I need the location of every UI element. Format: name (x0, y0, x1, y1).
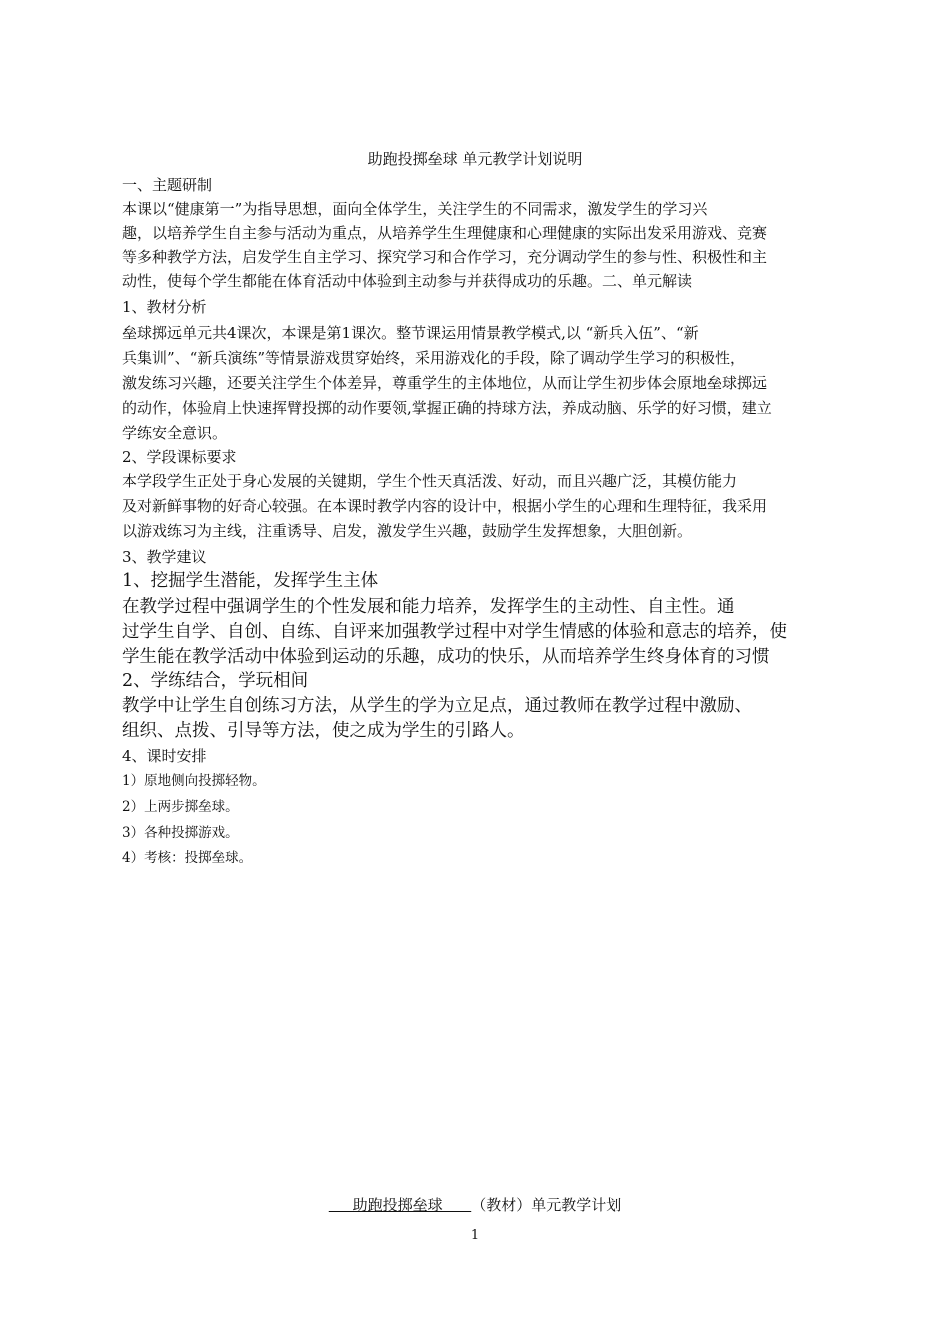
list-item: 4）考核：投掷垒球。 (122, 850, 253, 866)
paragraph-line: 及对新鲜事物的好奇心较强。在本课时教学内容的设计中，根据小学生的心理和生理特征，我采用 (122, 497, 768, 515)
heading-subsection-3: 3、教学建议 (122, 548, 207, 566)
paragraph-line: 学生能在教学活动中体验到运动的乐趣，成功的快乐，从而培养学生终身体育的习惯 (122, 647, 770, 667)
suggestion-heading-2: 2、学练结合，学玩相间 (122, 671, 309, 691)
paragraph-line: 本课以“健康第一”为指导思想，面向全体学生，关注学生的不同需求，激发学生的学习兴 (122, 200, 708, 218)
heading-subsection-2: 2、学段课标要求 (122, 448, 237, 466)
list-item: 1）原地侧向投掷轻物。 (122, 773, 266, 789)
paragraph-line: 趣，以培养学生自主参与活动为重点，从培养学生生理健康和心理健康的实际出发采用游戏、竞赛 (122, 224, 768, 242)
footer-title-underlined: 助跑投掷垒球 (328, 1196, 472, 1214)
document-title: 助跑投掷垒球 单元教学计划说明 (367, 150, 583, 168)
paragraph-line: 本学段学生正处于身心发展的关键期，学生个性天真活泼、好动，而且兴趣广泛，其模仿能力 (122, 472, 738, 490)
paragraph-line: 等多种教学方法，启发学生自主学习、探究学习和合作学习，充分调动学生的参与性、积极性和主 (122, 248, 768, 266)
paragraph-line: 以游戏练习为主线，注重诱导、启发，激发学生兴趣，鼓励学生发挥想象，大胆创新。 (122, 522, 693, 540)
list-item: 2）上两步掷垒球。 (122, 799, 239, 815)
paragraph-line: 的动作，体验肩上快速挥臂投掷的动作要领,掌握正确的持球方法，养成动脑、乐学的好习惯，建立 (122, 399, 772, 417)
paragraph-line: 学练安全意识。 (122, 424, 228, 442)
paragraph-line: 垒球掷远单元共4课次，本课是第1课次。整节课运用情景教学模式,以 “新兵入伍”、“新 (122, 324, 699, 342)
paragraph-line: 组织、点拨、引导等方法，使之成为学生的引路人。 (122, 721, 525, 741)
list-item: 3）各种投掷游戏。 (122, 825, 239, 841)
heading-section-1: 一、主题研制 (122, 176, 213, 194)
paragraph-line: 激发练习兴趣，还要关注学生个体差异，尊重学生的主体地位，从而让学生初步体会原地垒球掷远 (122, 374, 768, 392)
paragraph-line: 在教学过程中强调学生的个性发展和能力培养，发挥学生的主动性、自主性。通 (122, 597, 735, 617)
suggestion-heading-1: 1、挖掘学生潜能，发挥学生主体 (122, 571, 379, 591)
heading-subsection-1: 1、教材分析 (122, 298, 207, 316)
paragraph-line: 动性，使每个学生都能在体育活动中体验到主动参与并获得成功的乐趣。二、单元解读 (122, 272, 693, 290)
paragraph-line: 教学中让学生自创练习方法，从学生的学为立足点，通过教师在教学过程中激励、 (122, 696, 752, 716)
heading-subsection-4: 4、课时安排 (122, 747, 207, 765)
page-number: 1 (470, 1228, 480, 1243)
footer-title-rest: （教材）单元教学计划 (471, 1196, 622, 1214)
paragraph-line: 过学生自学、自创、自练、自评来加强教学过程中对学生情感的体验和意志的培养，使 (122, 622, 787, 642)
paragraph-line: 兵集训”、“新兵演练”等情景游戏贯穿始终，采用游戏化的手段，除了调动学生学习的积极性， (122, 349, 746, 367)
footer-title (0, 1194, 950, 1215)
